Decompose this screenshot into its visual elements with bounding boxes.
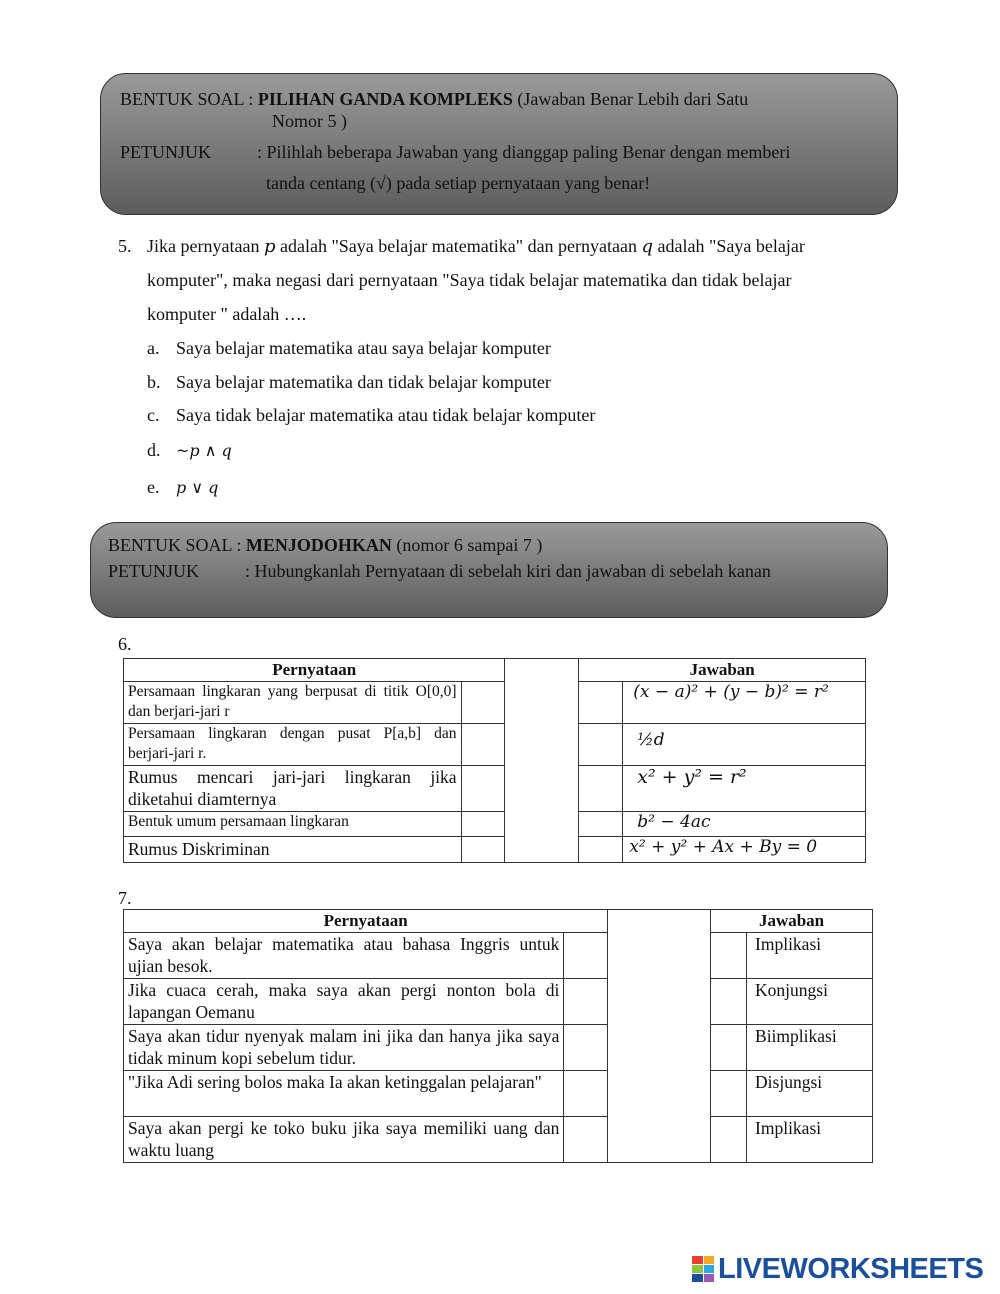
box2-note: (nomor 6 sampai 7 ) <box>391 535 543 555</box>
q7-connect-gap <box>608 910 711 1163</box>
q5-var-q: q <box>641 236 654 257</box>
q5-option-b-letter: b. <box>147 372 161 392</box>
q5-text: Jika pernyataan <box>147 236 264 256</box>
q6-left-slot-3[interactable] <box>461 766 505 812</box>
q5-number: 5. <box>118 236 132 256</box>
q5-option-a-letter: a. <box>147 338 160 358</box>
box2-label: BENTUK SOAL : <box>108 535 246 555</box>
q7-right-slot-3[interactable] <box>711 1025 747 1071</box>
box1-note: (Jawaban Benar Lebih dari Satu <box>512 89 749 109</box>
q5-option-d[interactable]: ~p ∧ q <box>176 441 232 460</box>
q7-number: 7. <box>118 888 132 908</box>
logo-text: LIVEWORKSHEETS <box>718 1252 984 1285</box>
q6-right-slot-3[interactable] <box>579 766 623 812</box>
box1-instruction: : Pilihlah beberapa Jawaban yang dianggap paling Benar dengan memberi <box>257 142 791 162</box>
q7-matching-table <box>123 909 873 1163</box>
q5-option-e-letter: e. <box>147 477 160 497</box>
q5-var-p: p <box>263 236 276 257</box>
q7-answer-4: Disjungsi <box>747 1071 873 1117</box>
q6-right-slot-5[interactable] <box>579 837 623 863</box>
q7-statement-3: Saya akan tidur nyenyak malam ini jika dan hanya jika saya tidak minum kopi sebelum tidur. <box>124 1025 564 1071</box>
box1-note-line2: Nomor 5 ) <box>272 111 347 131</box>
box1-petunjuk-label: PETUNJUK <box>120 142 212 162</box>
q6-answer-4: b² − 4ac <box>623 812 866 837</box>
q6-statement-4: Bentuk umum persamaan lingkaran <box>124 812 462 837</box>
q7-statement-4: "Jika Adi sering bolos maka Ia akan ketinggalan pelajaran" <box>124 1071 564 1117</box>
box2-line1 <box>108 534 542 556</box>
q6-left-slot-1[interactable] <box>461 682 505 724</box>
q7-answer-1: Implikasi <box>747 933 873 979</box>
q7-statement-2: Jika cuaca cerah, maka saya akan pergi nonton bola di lapangan Oemanu <box>124 979 564 1025</box>
q6-answer-2: ½d <box>623 724 866 766</box>
q6-left-slot-4[interactable] <box>461 812 505 837</box>
q6-right-slot-1[interactable] <box>579 682 623 724</box>
box1-title: PILIHAN GANDA KOMPLEKS <box>257 89 513 109</box>
q7-left-slot-5[interactable] <box>564 1117 608 1163</box>
box2-petunjuk-label: PETUNJUK <box>108 561 200 581</box>
q7-statement-1: Saya akan belajar matematika atau bahasa Inggris untuk ujian besok. <box>124 933 564 979</box>
q7-right-slot-4[interactable] <box>711 1071 747 1117</box>
q5-line1 <box>147 236 805 257</box>
q6-statement-1: Persamaan lingkaran yang berpusat di titik O[0,0] dan berjari-jari r <box>124 682 462 724</box>
q6-header-pernyataan: Pernyataan <box>124 659 505 682</box>
q5-option-b[interactable]: Saya belajar matematika dan tidak belajar komputer <box>176 372 551 392</box>
q5-line3: komputer " adalah …. <box>147 304 307 324</box>
q6-answer-1: (x − a)² + (y − b)² = r² <box>623 682 866 724</box>
q5-text: adalah "Saya belajar matematika" dan pernyataan <box>275 236 642 256</box>
box1-instruction-line2: tanda centang (√) pada setiap pernyataan yang benar! <box>266 173 651 193</box>
q7-left-slot-3[interactable] <box>564 1025 608 1071</box>
q6-statement-5: Rumus Diskriminan <box>124 837 462 863</box>
q6-answer-3: x² + y² = r² <box>623 766 866 812</box>
q7-answer-5: Implikasi <box>747 1117 873 1163</box>
q6-answer-5: x² + y² + Ax + By = 0 <box>623 837 866 863</box>
q5-line2: komputer", maka negasi dari pernyataan "Saya tidak belajar matematika dan tidak belajar <box>147 270 792 290</box>
q7-left-slot-1[interactable] <box>564 933 608 979</box>
q6-header-jawaban: Jawaban <box>579 659 866 682</box>
q6-left-slot-5[interactable] <box>461 837 505 863</box>
q5-text: adalah "Saya belajar <box>653 236 805 256</box>
q5-option-c-letter: c. <box>147 405 160 425</box>
q7-left-slot-2[interactable] <box>564 979 608 1025</box>
logo-icon <box>692 1256 714 1282</box>
q6-connect-gap <box>505 659 579 863</box>
q7-answer-3: Biimplikasi <box>747 1025 873 1071</box>
q7-answer-2: Konjungsi <box>747 979 873 1025</box>
q7-header-jawaban: Jawaban <box>711 910 873 933</box>
q6-matching-table <box>123 658 866 863</box>
q7-statement-5: Saya akan pergi ke toko buku jika saya memiliki uang dan waktu luang <box>124 1117 564 1163</box>
q7-right-slot-2[interactable] <box>711 979 747 1025</box>
q6-right-slot-2[interactable] <box>579 724 623 766</box>
q5-option-d-letter: d. <box>147 440 161 460</box>
q5-option-c[interactable]: Saya tidak belajar matematika atau tidak belajar komputer <box>176 405 596 425</box>
q6-left-slot-2[interactable] <box>461 724 505 766</box>
q5-option-a[interactable]: Saya belajar matematika atau saya belajar komputer <box>176 338 551 358</box>
box1-line1 <box>120 88 748 110</box>
q7-right-slot-5[interactable] <box>711 1117 747 1163</box>
q6-right-slot-4[interactable] <box>579 812 623 837</box>
q6-number: 6. <box>118 634 132 654</box>
q5-option-e[interactable]: p ∨ q <box>176 478 219 497</box>
liveworksheets-logo[interactable] <box>692 1253 983 1285</box>
box2-instruction: : Hubungkanlah Pernyataan di sebelah kiri dan jawaban di sebelah kanan <box>245 561 771 581</box>
box2-title: MENJODOHKAN <box>245 535 392 555</box>
q7-right-slot-1[interactable] <box>711 933 747 979</box>
box1-label: BENTUK SOAL : <box>120 89 258 109</box>
q6-statement-2: Persamaan lingkaran dengan pusat P[a,b] dan berjari-jari r. <box>124 724 462 766</box>
q7-header-pernyataan: Pernyataan <box>124 910 608 933</box>
q7-left-slot-4[interactable] <box>564 1071 608 1117</box>
q6-statement-3: Rumus mencari jari-jari lingkaran jika diketahui diamternya <box>124 766 462 812</box>
